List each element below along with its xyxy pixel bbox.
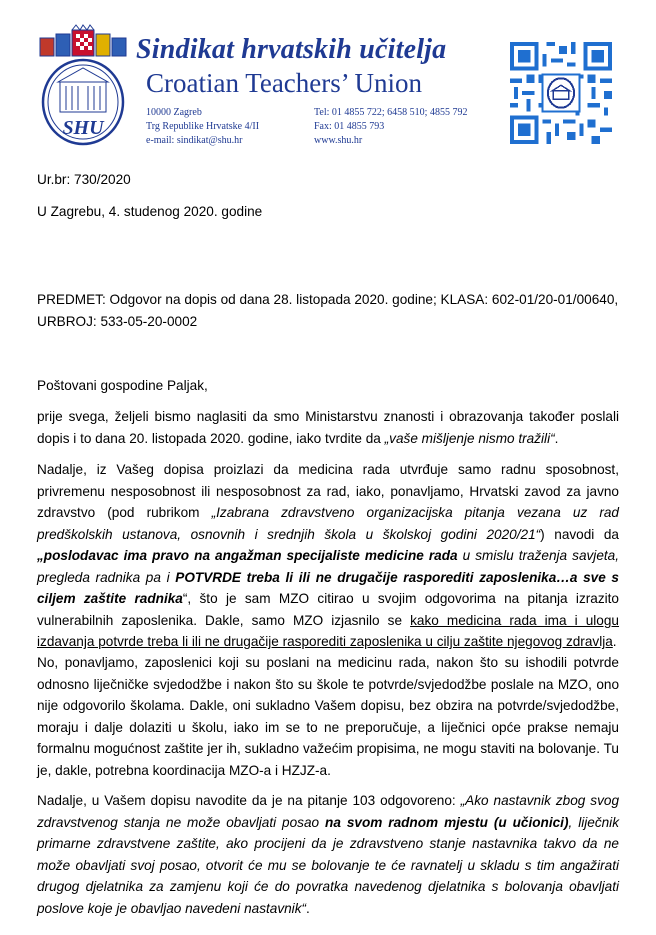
subject-line-2: URBROJ: 533-05-20-0002: [37, 313, 198, 329]
paragraph-3: No, ponavljamo, zaposlenici koji su poslani na medicinu rada, nakon što su ishodili potvrde odnosno liječničke svjedodžbe i nakon što su škole te potvrde/svjedodžbe poslale na MZO, ono nije odgovorilo školama. Dakle, oni sukladno Vašem dopisu, bez obzira na potvrde/svjedodžbe, moraju i dalje dolaziti u školu, iako im se to ne preporučuje, a liječnici opće prakse nemaju formalnu mogućnost zaštite jer ih, sukladno važećim propisima, ne mogu staviti na bolovanje. Tu je, dakle, potrebna koordinacija MZO-a i HZJZ-a.: [37, 655, 619, 778]
org-name-hr: Sindikat hrvatskih učitelja: [136, 34, 447, 65]
qr-code-icon: [510, 42, 612, 144]
p1-text: prije svega, željeli bismo naglasiti da smo Ministarstvu znanosti i obrazovanja također poslali dopis i to dana 20. listopada 2020. godine, iako tvrdite da: [37, 409, 619, 446]
postal-address: [146, 106, 259, 148]
p1-quote: „vaše mišljenje nismo tražili“: [384, 430, 555, 446]
subject-line-1: PREDMET: Odgovor na dopis od dana 28. listopada 2020. godine; KLASA: 602-01/20-01/00640,: [37, 292, 619, 307]
address-city: 10000 Zagreb: [146, 107, 202, 118]
paragraph-4: [37, 790, 619, 919]
org-name-en: Croatian Teachers’ Union: [146, 68, 423, 98]
p2-quote-title: „Izabrana zdravstveno organizacijska pitanja vezana uz rad predškolskih ustanova, osnovnih i srednjih škola u školskoj godini 2020/21“: [37, 505, 619, 542]
subject: [37, 289, 619, 332]
paragraph-1: [37, 406, 619, 449]
p2-text-c: ) navodi da: [540, 526, 619, 542]
contact-website[interactable]: www.shu.hr: [314, 135, 363, 146]
p2-underlined: kako medicina rada ima i ulogu izdavanja potvrde treba li ili ne drugačije rasporediti zaposlenika u cilju zaštite njegovog zdravlja: [37, 612, 619, 649]
address-email[interactable]: e-mail: sindikat@shu.hr: [146, 135, 243, 146]
p2-quote-italic: u smislu traženja savjeta, pregleda radnika pa i: [37, 548, 619, 585]
reference-number: Ur.br: 730/2020: [37, 172, 131, 187]
paragraph-2: [37, 459, 619, 653]
p2-end: .: [612, 634, 617, 649]
p4-end: .: [306, 900, 310, 916]
p2-quote-bold-2: POTVRDE treba li ili ne drugačije rasporediti zaposlenika…a sve s ciljem zaštite radnika: [37, 569, 619, 606]
p2-text-g: “, što je sam MZO citirao u svojim odgovorima na pitanja izrazito vulnerabilnih zaposlenika. Dakle, samo MZO izjasnilo se: [37, 591, 619, 628]
contact-phone: Tel: 01 4855 722; 6458 510; 4855 792: [314, 107, 468, 118]
address-street: Trg Republike Hrvatske 4/II: [146, 121, 260, 132]
place-date: U Zagrebu, 4. studenog 2020. godine: [37, 204, 263, 219]
salutation: Poštovani gospodine Paljak,: [37, 378, 208, 393]
p4-text: Nadalje, u Vašem dopisu navodite da je na pitanje 103 odgovoreno:: [37, 793, 461, 808]
p4-quote-b: , liječnik primarne zdravstvene zaštite, ako procijeni da je zdravstveno stanje nastavnika takvo da ne može obavljati svoj posao, otvorit će mu se bolovanje te će ravnatelj u skladu s tim angažirati drugog djelatnika za zamjenu koji će do povratka navedenog djelatnika s bolovanja obavljati poslove koje je obavljao navedeni nastavnik“: [37, 814, 619, 916]
p2-quote-bold-1: „poslodavac ima pravo na angažman specijaliste medicine rada: [37, 548, 458, 563]
contact-info: [314, 106, 467, 148]
logo-text: SHU: [62, 117, 104, 139]
p2-text-a: Nadalje, iz Vašeg dopisa proizlazi da medicina rada utvrđuje samo radnu sposobnost, privremenu nesposobnost ili nesposobnost za rad, iako, ponavljamo, Hrvatski zavod za javno zdravstvo (pod rubrikom: [37, 462, 619, 520]
p1-end: .: [554, 430, 559, 446]
contact-fax: Fax: 01 4855 793: [314, 121, 385, 132]
p4-quote-bold: na svom radnom mjestu (u učionici): [325, 814, 569, 830]
p4-quote-a: „Ako nastavnik zbog svog zdravstvenog stanja ne može obavljati posao: [37, 793, 620, 830]
union-logo: [36, 24, 130, 150]
